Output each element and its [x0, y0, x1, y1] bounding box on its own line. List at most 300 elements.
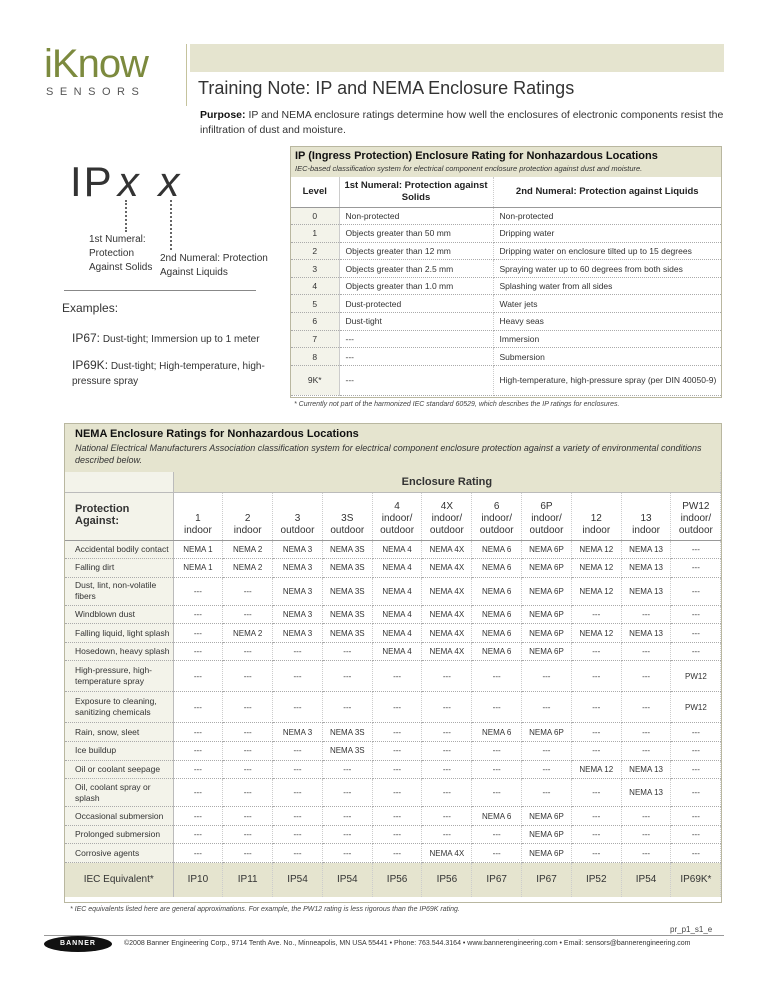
nema-column-header	[621, 492, 671, 540]
ip-rating-table	[291, 177, 721, 396]
column-rating: PW12	[682, 500, 710, 512]
level-cell: 9K*	[291, 365, 339, 395]
rating-cell: ---	[223, 825, 273, 844]
column-environment: indoor/ outdoor	[429, 512, 464, 536]
table-row	[65, 825, 721, 844]
rating-cell: ---	[671, 723, 721, 742]
rating-cell: NEMA 4	[372, 540, 422, 559]
rating-cell: NEMA 2	[223, 624, 273, 643]
rating-cell: ---	[522, 742, 572, 761]
solids-cell: ---	[339, 330, 493, 348]
level-cell: 2	[291, 242, 339, 260]
rating-cell: ---	[621, 844, 671, 863]
rating-cell: PW12	[671, 661, 721, 692]
rating-cell: NEMA 13	[621, 624, 671, 643]
col-header-liquids: 2nd Numeral: Protection against Liquids	[493, 177, 721, 207]
rating-cell: ---	[621, 825, 671, 844]
rating-cell: NEMA 6P	[522, 825, 572, 844]
rating-cell: NEMA 3S	[322, 577, 372, 605]
protection-label: Falling liquid, light splash	[65, 624, 173, 643]
rating-cell: ---	[422, 760, 472, 779]
column-environment: indoor/ outdoor	[479, 512, 514, 536]
rating-cell: ---	[422, 779, 472, 807]
rating-cell: NEMA 6P	[522, 642, 572, 661]
rating-cell: ---	[173, 723, 223, 742]
nema-column-header	[173, 492, 223, 540]
table-row	[65, 642, 721, 661]
level-cell: 5	[291, 295, 339, 313]
protection-label: Exposure to cleaning, sanitizing chemicals	[65, 692, 173, 723]
rating-cell: NEMA 6P	[522, 605, 572, 624]
table-row	[65, 844, 721, 863]
rating-cell: NEMA 6	[472, 540, 522, 559]
rating-cell: NEMA 6P	[522, 807, 572, 826]
rating-cell: NEMA 6P	[522, 577, 572, 605]
examples-heading: Examples:	[62, 301, 119, 315]
rating-cell: NEMA 6P	[522, 540, 572, 559]
rating-cell: NEMA 4X	[422, 559, 472, 578]
column-rating: 1	[195, 512, 201, 524]
rating-cell: ---	[273, 742, 323, 761]
liquids-cell: Immersion	[493, 330, 721, 348]
rating-cell: ---	[571, 642, 621, 661]
rating-cell: NEMA 6	[472, 624, 522, 643]
document-code: pr_p1_s1_e	[670, 925, 713, 934]
rating-cell: ---	[671, 540, 721, 559]
nema-column-headers	[65, 492, 721, 540]
rating-cell: ---	[472, 844, 522, 863]
column-rating: 13	[640, 512, 652, 524]
example-code: IP69K:	[72, 358, 109, 372]
rating-cell: ---	[322, 692, 372, 723]
rating-cell: ---	[571, 661, 621, 692]
rating-cell: ---	[571, 605, 621, 624]
solids-cell: Non-protected	[339, 207, 493, 225]
nema-column-header	[671, 492, 721, 540]
protection-label: High-pressure, high-temperature spray	[65, 661, 173, 692]
rating-cell: ---	[223, 807, 273, 826]
rating-cell: NEMA 3S	[322, 559, 372, 578]
table-row	[65, 723, 721, 742]
rating-cell: ---	[621, 605, 671, 624]
rating-cell: ---	[522, 661, 572, 692]
rating-cell: ---	[273, 825, 323, 844]
rating-cell: NEMA 1	[173, 559, 223, 578]
rating-cell: ---	[571, 742, 621, 761]
column-rating: 2	[244, 512, 251, 524]
rating-cell: NEMA 4X	[422, 624, 472, 643]
rating-cell: NEMA 3	[273, 723, 323, 742]
column-environment: indoor	[582, 524, 611, 536]
rating-cell: ---	[273, 661, 323, 692]
table-row	[65, 779, 721, 807]
rating-cell: ---	[173, 692, 223, 723]
nema-column-header	[522, 492, 572, 540]
table-row	[65, 807, 721, 826]
nema-table-header	[65, 424, 721, 472]
rating-cell: NEMA 13	[621, 577, 671, 605]
rating-cell: ---	[372, 692, 422, 723]
nema-column-header	[372, 492, 422, 540]
ip-rating-table-box	[290, 146, 722, 398]
rating-cell: NEMA 13	[621, 540, 671, 559]
rating-cell: ---	[372, 742, 422, 761]
rating-cell: ---	[671, 605, 721, 624]
rating-cell: ---	[173, 825, 223, 844]
rating-cell: NEMA 3	[273, 624, 323, 643]
rating-cell: NEMA 4	[372, 577, 422, 605]
page-title: Training Note: IP and NEMA Enclosure Ratings	[198, 78, 575, 98]
rating-cell: NEMA 13	[621, 779, 671, 807]
rating-cell: ---	[571, 825, 621, 844]
column-rating: 4X	[440, 500, 453, 512]
rating-cell: ---	[372, 723, 422, 742]
column-rating: 4	[394, 500, 400, 512]
iec-equivalent-row	[65, 863, 721, 897]
ip-table-header	[291, 147, 721, 177]
rating-cell: ---	[273, 779, 323, 807]
rating-cell: NEMA 12	[571, 577, 621, 605]
rating-cell: ---	[621, 642, 671, 661]
rating-cell: ---	[422, 723, 472, 742]
rating-cell: ---	[173, 661, 223, 692]
rating-cell: ---	[671, 760, 721, 779]
rating-cell: NEMA 3	[273, 559, 323, 578]
iec-equivalent-cell: IP56	[422, 863, 472, 897]
column-environment: outdoor	[280, 524, 315, 536]
level-cell: 4	[291, 277, 339, 295]
liquids-cell: Heavy seas	[493, 313, 721, 331]
rating-cell: NEMA 6	[472, 605, 522, 624]
purpose-text: IP and NEMA enclosure ratings determine how well the enclosures of electronic components resist the infiltration of dust and moisture.	[200, 109, 724, 136]
liquids-cell: High-temperature, high-pressure spray (per DIN 40050-9)	[493, 365, 721, 395]
liquids-cell: Water jets	[493, 295, 721, 313]
rating-cell: NEMA 12	[571, 760, 621, 779]
iec-equivalent-cell: IP56	[372, 863, 422, 897]
enclosure-rating-heading: Enclosure Rating	[173, 472, 721, 492]
second-numeral-leader	[170, 200, 172, 250]
table-row	[291, 313, 721, 331]
rating-cell: ---	[173, 577, 223, 605]
rating-cell: ---	[273, 760, 323, 779]
first-numeral-x: x	[117, 158, 141, 205]
rating-cell: ---	[223, 692, 273, 723]
column-environment: outdoor	[330, 524, 365, 536]
table-row	[65, 577, 721, 605]
ip-table-subtitle: IEC-based classification system for electrical component enclosure protection against dust and moisture.	[295, 164, 643, 173]
rating-cell: ---	[671, 642, 721, 661]
liquids-cell: Non-protected	[493, 207, 721, 225]
level-cell: 7	[291, 330, 339, 348]
rating-cell: NEMA 12	[571, 540, 621, 559]
rating-cell: NEMA 6P	[522, 723, 572, 742]
solids-cell: Dust-protected	[339, 295, 493, 313]
rating-cell: ---	[571, 779, 621, 807]
rating-cell: ---	[671, 624, 721, 643]
rating-cell: ---	[173, 642, 223, 661]
rating-cell: NEMA 6	[472, 559, 522, 578]
rating-cell: NEMA 4	[372, 605, 422, 624]
nema-column-header	[322, 492, 372, 540]
enclosure-rating-row	[65, 472, 721, 492]
rating-cell: ---	[671, 825, 721, 844]
banner-logo	[44, 936, 112, 952]
nema-table-footnote: * IEC equivalents listed here are general approximations. For example, the PW12 rating is less rigorous than the IP69K rating.	[70, 906, 460, 913]
rating-cell: ---	[621, 807, 671, 826]
banner-logo-text: BANNER	[60, 940, 96, 947]
rating-cell: ---	[422, 807, 472, 826]
iec-equivalent-cell: IP67	[522, 863, 572, 897]
rating-cell: ---	[571, 723, 621, 742]
rating-cell: ---	[422, 825, 472, 844]
rating-cell: ---	[671, 742, 721, 761]
rating-cell: ---	[671, 559, 721, 578]
logo-subtitle: SENSORS	[46, 86, 146, 98]
rating-cell: ---	[422, 692, 472, 723]
rating-cell: ---	[173, 760, 223, 779]
rating-cell: ---	[621, 661, 671, 692]
protection-label: Accidental bodily contact	[65, 540, 173, 559]
level-cell: 6	[291, 313, 339, 331]
solids-cell: ---	[339, 365, 493, 395]
rating-cell: ---	[472, 742, 522, 761]
rating-cell: ---	[322, 807, 372, 826]
liquids-cell: Spraying water up to 60 degrees from both sides	[493, 260, 721, 278]
solids-cell: Objects greater than 12 mm	[339, 242, 493, 260]
column-environment: indoor/ outdoor	[529, 512, 564, 536]
liquids-cell: Submersion	[493, 348, 721, 366]
rating-cell: ---	[273, 642, 323, 661]
rating-cell: ---	[372, 844, 422, 863]
rating-cell: ---	[322, 642, 372, 661]
rating-cell: NEMA 6	[472, 577, 522, 605]
example-ip67	[72, 331, 260, 345]
first-numeral-label: 1st Numeral: Protection Against Solids	[89, 234, 153, 273]
nema-column-header	[273, 492, 323, 540]
rating-cell: ---	[571, 692, 621, 723]
table-row	[65, 559, 721, 578]
nema-table-subtitle: National Electrical Manufacturers Association classification system for electrical component enclosure protection against a variety of environmental conditions described below.	[75, 443, 702, 465]
protection-label: Oil or coolant seepage	[65, 760, 173, 779]
divider	[64, 290, 256, 291]
nema-rating-table	[65, 472, 721, 897]
col-header-solids: 1st Numeral: Protection against Solids	[339, 177, 493, 207]
column-rating: 6	[493, 500, 500, 512]
protection-label: Hosedown, heavy splash	[65, 642, 173, 661]
rating-cell: NEMA 4X	[422, 642, 472, 661]
level-cell: 1	[291, 225, 339, 243]
rating-cell: NEMA 13	[621, 760, 671, 779]
rating-cell: NEMA 2	[223, 559, 273, 578]
level-cell: 0	[291, 207, 339, 225]
liquids-cell: Dripping water	[493, 225, 721, 243]
column-environment: indoor/ outdoor	[380, 512, 415, 536]
copyright-text: ©2008 Banner Engineering Corp., 9714 Tenth Ave. No., Minneapolis, MN USA 55441 • Phone: 763.544.3164 • www.bannerengineering.com • Email: sensors@bannerengineering.com	[124, 940, 691, 947]
rating-cell: ---	[322, 779, 372, 807]
rating-cell: NEMA 6	[472, 723, 522, 742]
iec-equivalent-cell: IP52	[571, 863, 621, 897]
rating-cell: NEMA 6P	[522, 559, 572, 578]
rating-cell: ---	[223, 760, 273, 779]
nema-rating-table-box	[64, 423, 722, 903]
rating-cell: ---	[522, 692, 572, 723]
level-cell: 8	[291, 348, 339, 366]
rating-cell: ---	[621, 723, 671, 742]
rating-cell: NEMA 4	[372, 624, 422, 643]
rating-cell: NEMA 4X	[422, 844, 472, 863]
rating-cell: NEMA 4	[372, 642, 422, 661]
rating-cell: NEMA 4X	[422, 577, 472, 605]
rating-cell: ---	[223, 661, 273, 692]
liquids-cell: Splashing water from all sides	[493, 277, 721, 295]
rating-cell: NEMA 2	[223, 540, 273, 559]
logo-divider	[186, 44, 187, 106]
rating-cell: ---	[173, 605, 223, 624]
rating-cell: NEMA 3S	[322, 605, 372, 624]
column-rating: 3	[294, 512, 301, 524]
rating-cell: ---	[223, 779, 273, 807]
purpose-label: Purpose:	[200, 109, 246, 121]
rating-cell: ---	[173, 844, 223, 863]
example-text: Dust-tight; High-temperature, high-pressure spray	[72, 361, 265, 387]
protection-label: Falling dirt	[65, 559, 173, 578]
rating-cell: PW12	[671, 692, 721, 723]
rating-cell: NEMA 6P	[522, 844, 572, 863]
rating-cell: ---	[671, 844, 721, 863]
rating-cell: ---	[273, 807, 323, 826]
rating-cell: ---	[223, 642, 273, 661]
example-text: Dust-tight; Immersion up to 1 meter	[102, 334, 260, 345]
iec-equivalent-cell: IP54	[273, 863, 323, 897]
rating-cell: ---	[273, 844, 323, 863]
solids-cell: Objects greater than 1.0 mm	[339, 277, 493, 295]
rating-cell: ---	[671, 807, 721, 826]
protection-label: Dust, lint, non-volatile fibers	[65, 577, 173, 605]
rating-cell: ---	[322, 760, 372, 779]
rating-cell: NEMA 3S	[322, 540, 372, 559]
table-row	[291, 295, 721, 313]
rating-cell: ---	[223, 605, 273, 624]
rating-cell: NEMA 6	[472, 807, 522, 826]
table-row	[65, 624, 721, 643]
footer-divider	[44, 935, 724, 936]
protection-label: Corrosive agents	[65, 844, 173, 863]
iec-equivalent-cell: IP67	[472, 863, 522, 897]
rating-cell: ---	[372, 807, 422, 826]
iec-equivalent-cell: IP10	[173, 863, 223, 897]
protection-label: Prolonged submersion	[65, 825, 173, 844]
rating-cell: ---	[223, 723, 273, 742]
solids-cell: ---	[339, 348, 493, 366]
table-row	[65, 605, 721, 624]
iec-equivalent-cell: IP54	[322, 863, 372, 897]
rating-cell: ---	[372, 825, 422, 844]
rating-cell: ---	[422, 742, 472, 761]
column-environment: indoor	[632, 524, 660, 536]
header-band	[190, 44, 724, 72]
table-row	[65, 692, 721, 723]
column-environment: indoor	[233, 524, 262, 536]
rating-cell: ---	[322, 661, 372, 692]
rating-cell: NEMA 3	[273, 577, 323, 605]
rating-cell: NEMA 3S	[322, 624, 372, 643]
column-rating: 12	[590, 512, 602, 524]
iec-equivalent-cell: IP54	[621, 863, 671, 897]
ip-table-column-headers	[291, 177, 721, 207]
rating-cell: NEMA 13	[621, 559, 671, 578]
rating-cell: ---	[223, 742, 273, 761]
rating-cell: NEMA 3	[273, 605, 323, 624]
rating-cell: NEMA 12	[571, 624, 621, 643]
column-environment: indoor	[183, 524, 212, 536]
table-row	[65, 540, 721, 559]
rating-cell: ---	[621, 692, 671, 723]
rating-cell: ---	[522, 760, 572, 779]
rating-cell: ---	[671, 577, 721, 605]
solids-cell: Dust-tight	[339, 313, 493, 331]
rating-cell: NEMA 3S	[322, 723, 372, 742]
rating-cell: ---	[571, 807, 621, 826]
table-row	[291, 330, 721, 348]
iknow-logo	[44, 44, 184, 106]
table-row	[291, 207, 721, 225]
rating-cell: ---	[472, 692, 522, 723]
col-header-level: Level	[291, 177, 339, 207]
nema-column-header	[472, 492, 522, 540]
rating-cell: ---	[372, 760, 422, 779]
protection-label: Windblown dust	[65, 605, 173, 624]
rating-cell: ---	[173, 624, 223, 643]
second-numeral-label: 2nd Numeral: Protection Against Liquids	[160, 253, 268, 278]
protection-against-heading: Protection Against:	[65, 492, 173, 540]
rating-cell: ---	[173, 779, 223, 807]
table-row	[291, 225, 721, 243]
rating-cell: ---	[571, 844, 621, 863]
column-rating: 6P	[540, 500, 553, 512]
rating-cell: NEMA 6P	[522, 624, 572, 643]
ip-code-diagram	[70, 158, 181, 206]
ip-prefix: IP	[70, 158, 114, 205]
rating-cell: ---	[273, 692, 323, 723]
enclosure-rating-spacer	[65, 472, 173, 492]
table-row	[291, 242, 721, 260]
rating-cell: ---	[372, 779, 422, 807]
rating-cell: ---	[173, 807, 223, 826]
iec-equivalent-label: IEC Equivalent*	[65, 863, 173, 897]
rating-cell: NEMA 3S	[322, 742, 372, 761]
table-row	[291, 365, 721, 395]
rating-cell: NEMA 6	[472, 642, 522, 661]
protection-label: Occasional submersion	[65, 807, 173, 826]
rating-cell: ---	[322, 844, 372, 863]
rating-cell: ---	[322, 825, 372, 844]
rating-cell: ---	[472, 760, 522, 779]
rating-cell: ---	[173, 742, 223, 761]
rating-cell: NEMA 4X	[422, 540, 472, 559]
rating-cell: NEMA 4	[372, 559, 422, 578]
rating-cell: ---	[472, 825, 522, 844]
rating-cell: ---	[621, 742, 671, 761]
rating-cell: ---	[372, 661, 422, 692]
nema-table-title: NEMA Enclosure Ratings for Nonhazardous Locations	[75, 428, 359, 440]
rating-cell: ---	[422, 661, 472, 692]
column-environment: indoor/ outdoor	[678, 512, 713, 536]
table-row	[291, 277, 721, 295]
table-row	[291, 260, 721, 278]
rating-cell: NEMA 1	[173, 540, 223, 559]
purpose-paragraph	[200, 108, 724, 138]
rating-cell: ---	[671, 779, 721, 807]
